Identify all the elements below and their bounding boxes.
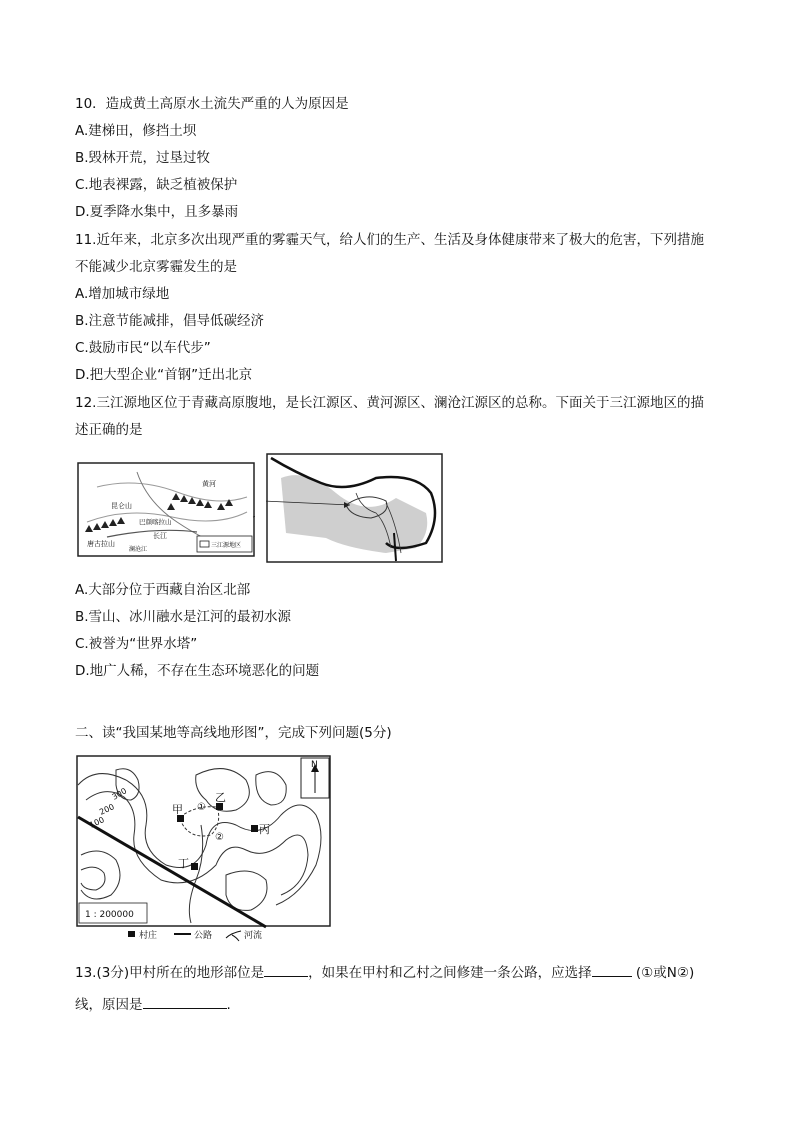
china-location-map — [266, 453, 443, 563]
route-1: ① — [197, 802, 206, 813]
village-bing: 丙 — [259, 823, 270, 836]
q13-part5: . — [226, 997, 231, 1013]
label-kunlun: 昆仑山 — [111, 502, 132, 510]
q13-part1: 13.(3分)甲村所在的地形部位是 — [75, 965, 265, 981]
legend-river: 河流 — [244, 931, 263, 941]
q10-option-b: B.毁林开荒，过垦过牧 — [75, 150, 211, 166]
q11-option-c: C.鼓励市民“以车代步” — [75, 340, 211, 356]
q11-option-b: B.注意节能减排，倡导低碳经济 — [75, 313, 265, 329]
q13-line1 — [75, 962, 694, 982]
label-bayankala: 巴颜喀拉山 — [139, 518, 172, 526]
q13-line2 — [75, 994, 231, 1014]
legend-three-rivers: 三江源地区 — [211, 542, 242, 549]
village-jia: 甲 — [172, 803, 183, 816]
q12-option-d: D.地广人稀，不存在生态环境恶化的问题 — [75, 663, 320, 679]
contour-200: 200 — [98, 802, 116, 817]
label-tanggula: 唐古拉山 — [87, 540, 115, 548]
village-yi: 乙 — [215, 791, 226, 804]
q13-blank3[interactable] — [143, 994, 227, 1009]
q10-option-a: A.建梯田，修挡土坝 — [75, 123, 197, 139]
map-scale: 1 : 200000 — [85, 910, 134, 920]
q13-part3: (①或N②) — [631, 965, 695, 981]
route-2: ② — [215, 832, 224, 843]
village-ding: 丁 — [178, 857, 189, 870]
label-lancang: 澜沧江 — [129, 546, 148, 553]
q12-stem-line2: 述正确的是 — [75, 422, 143, 438]
q13-blank2[interactable] — [592, 962, 632, 977]
q11-stem-line1: 11.近年来，北京多次出现严重的雾霾天气，给人们的生产、生活及身体健康带来了极大的危害，下列措施 — [75, 232, 704, 248]
legend-village: 村庄 — [139, 931, 158, 941]
q11-option-a: A.增加城市绿地 — [75, 286, 170, 302]
q13-part4: 线，原因是 — [75, 997, 143, 1013]
three-rivers-source-map — [77, 462, 255, 557]
q12-option-b: B.雪山、冰川融水是江河的最初水源 — [75, 609, 292, 625]
q13-blank1[interactable] — [264, 962, 308, 977]
q11-option-d: D.把大型企业“首钢”迁出北京 — [75, 367, 253, 383]
contour-100: 100 — [88, 815, 106, 830]
contour-300: 300 — [110, 786, 129, 802]
q13-part2: ，如果在甲村和乙村之间修建一条公路，应选择 — [308, 965, 592, 981]
label-changjiang: 长江 — [153, 532, 167, 540]
q11-stem-line2: 不能减少北京雾霾发生的是 — [75, 259, 237, 275]
north-label: N — [311, 760, 318, 770]
label-huanghe: 黄河 — [202, 480, 216, 488]
q10-option-d: D.夏季降水集中，且多暴雨 — [75, 204, 239, 220]
contour-map — [76, 755, 331, 943]
section2-title: 二、读“我国某地等高线地形图”，完成下列问题(5分) — [75, 725, 392, 741]
q10-stem: 10．造成黄土高原水土流失严重的人为原因是 — [75, 96, 349, 112]
legend-road: 公路 — [194, 931, 213, 941]
q12-stem-line1: 12.三江源地区位于青藏高原腹地，是长江源区、黄河源区、澜沧江源区的总称。下面关于三江源地区的描 — [75, 395, 704, 411]
q12-option-c: C.被誉为“世界水塔” — [75, 636, 198, 652]
q12-option-a: A.大部分位于西藏自治区北部 — [75, 582, 251, 598]
q10-option-c: C.地表裸露，缺乏植被保护 — [75, 177, 238, 193]
